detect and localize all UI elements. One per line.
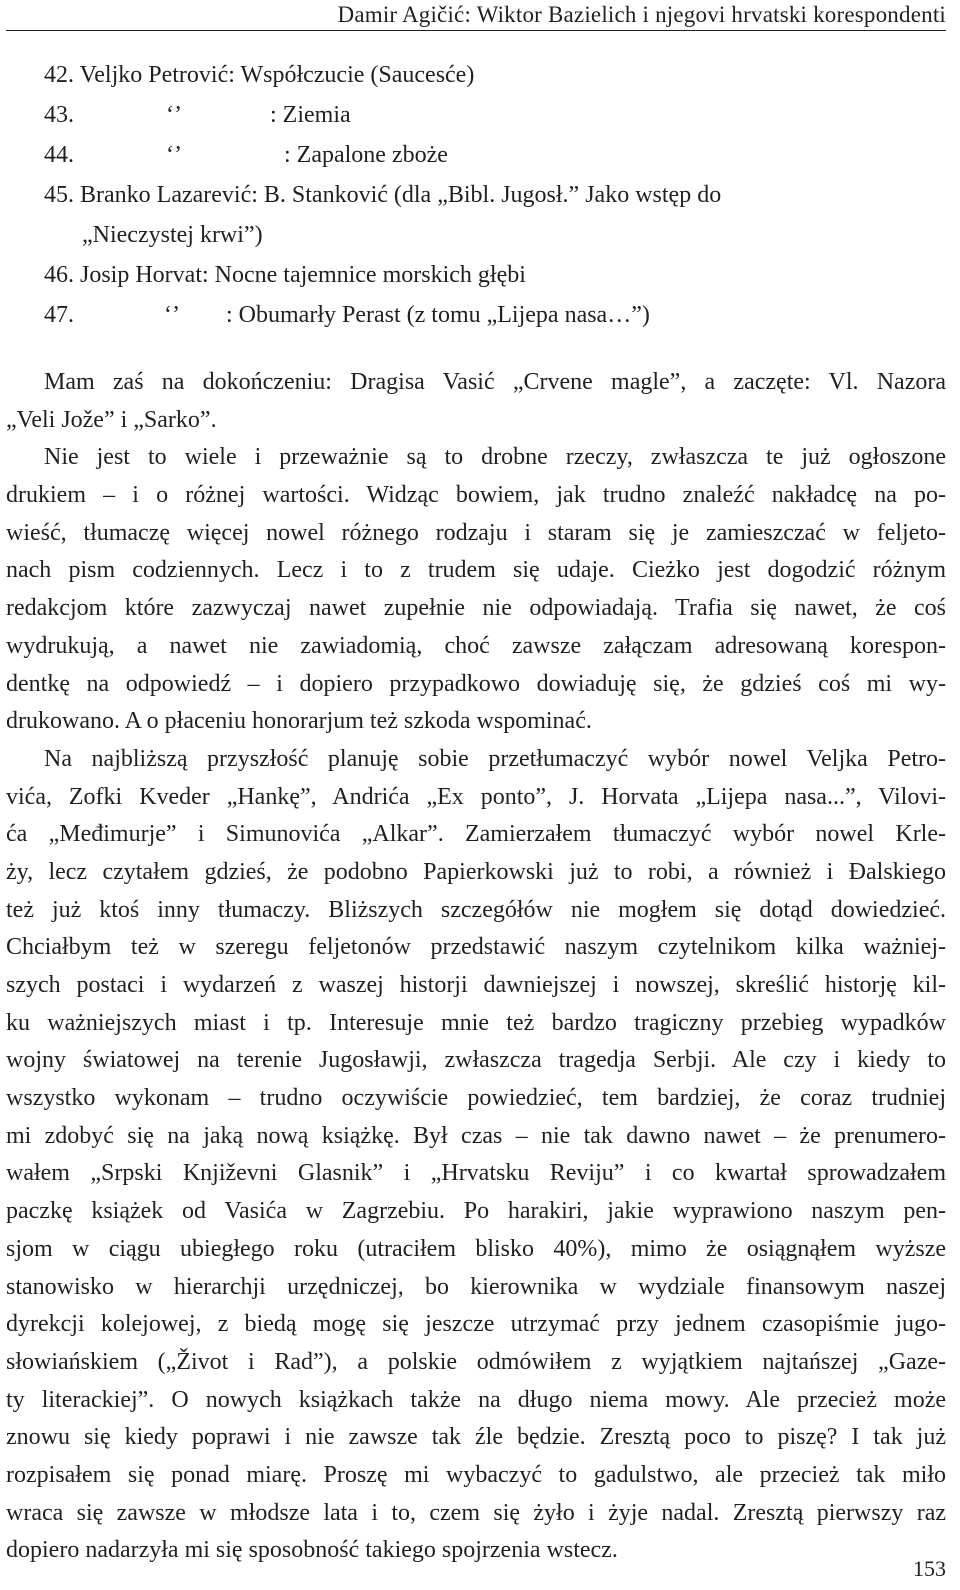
text-line: Mam zaś na dokończeniu: Dragisa Vasić „Crvene magle”, a zaczęte: Vl. Nazora	[44, 369, 946, 395]
text-line: dyrekcji kolejowej, z biedą mogę się jeszcze utrzymać przy jednem czasopiśmie jugo-	[6, 1311, 946, 1338]
text-line: wojny światowej na terenie Jugosławji, zwłaszcza tragedja Serbji. Ale czy i kiedy to	[6, 1047, 946, 1074]
text-line: wieść, tłumaczę więcej nowel różnego rodzaju i staram się je zamieszczać w feljeto-	[6, 519, 946, 546]
list-item-number: 42.	[44, 62, 74, 88]
text-line: też już ktoś inny tłumaczy. Bliższych szczegółów nie mogłem się dotąd dowiedzieć.	[6, 896, 946, 923]
text-line: wydrukują, a nawet nie zawiadomią, choć zawsze załączam adresowaną korespon-	[6, 632, 946, 659]
list-item-number: 47.	[44, 302, 74, 328]
text-line: wraca się zawsze w młodsze lata i to, czem się żyło i żyje nadal. Zresztą pierwszy raz	[6, 1499, 946, 1526]
list-item-text: : Obumarły Perast (z tomu „Lijepa nasa…”)	[226, 302, 650, 328]
header-rule	[6, 30, 946, 31]
list-item-continuation: „Nieczystej krwi”)	[82, 222, 263, 248]
text-line: Chciałbym też w szeregu feljetonów przedstawić naszym czytelnikom kilka ważniej-	[6, 934, 946, 961]
text-line: rozpisałem się ponad miarę. Proszę mi wybaczyć to gadulstwo, ale przecież tak miło	[6, 1461, 946, 1488]
body-text	[6, 364, 946, 1570]
list-item-number: 44.	[44, 142, 74, 168]
text-line: ća „Međimurje” i Simunovića „Alkar”. Zamierzałem tłumaczyć wybór nowel Krle-	[6, 821, 946, 848]
text-line: znowu się kiedy poprawi i nie zawsze tak źle będzie. Zresztą poco to piszę? I tak już	[6, 1424, 946, 1451]
list-item-number: 43.	[44, 102, 74, 128]
text-line: paczkę książek od Vasića w Zagrzebiu. Po harakiri, jakie wyprawiono naszym pen-	[6, 1198, 946, 1225]
ditto-mark: ‘’	[164, 302, 180, 328]
list-item	[44, 295, 944, 335]
text-line: „Veli Jože” i „Sarko”.	[6, 406, 217, 433]
text-line: dopiero nadarzyła mi się sposobność takiego spojrzenia wstecz.	[6, 1537, 618, 1564]
text-line: dentkę na odpowiedź – i dopiero przypadkowo dowiaduję się, że gdzieś coś mi wy-	[6, 670, 946, 697]
list-item-text: Branko Lazarević: B. Stanković (dla „Bibl. Jugosł.” Jako wstęp do	[80, 182, 722, 208]
text-line: ty literackiej”. O nowych książkach także na długo niema mowy. Ale przecież może	[6, 1386, 946, 1413]
ditto-mark: ‘’	[166, 142, 182, 168]
text-line: vića, Zofki Kveder „Hankę”, Andrića „Ex ponto”, J. Horvata „Lijepa nasa...”, Vilovi-	[6, 783, 946, 810]
text-line: sjom w ciągu ubiegłego roku (utraciłem blisko 40%), mimo że osiągnąłem wyższe	[6, 1235, 946, 1262]
text-line: drukowano. A o płaceniu honorarjum też szkoda wspominać.	[6, 708, 592, 735]
text-line: Nie jest to wiele i przeważnie są to drobne rzeczy, zwłaszcza te już ogłoszone	[44, 444, 946, 471]
translation-list	[44, 55, 944, 335]
list-item	[44, 175, 944, 255]
list-item-text: : Zapalone zboże	[284, 142, 448, 168]
list-item	[44, 55, 944, 95]
list-item-text: Veljko Petrović: Współczucie (Saucesće)	[79, 62, 475, 88]
text-line: redakcjom które zazwyczaj nawet zupełnie nie odpowiadają. Trafia się nawet, że coś	[6, 595, 946, 622]
list-item-number: 45.	[44, 182, 74, 208]
text-line: ku ważniejszych miast i tp. Interesuje mnie też bardzo tragiczny przebieg wypadków	[6, 1009, 946, 1036]
running-header: Damir Agičić: Wiktor Bazielich i njegovi hrvatski korespondenti	[337, 2, 946, 27]
ditto-mark: ‘’	[166, 102, 182, 128]
text-line: Na najbliższą przyszłość planuję sobie przetłumaczyć wybór nowel Veljka Petro-	[44, 745, 946, 772]
text-line: słowiańskiem („Život i Rad”), a polskie odmówiłem z wyjątkiem najtańszej „Gaze-	[6, 1348, 946, 1375]
list-item-number: 46.	[44, 262, 74, 288]
list-item-text: Josip Horvat: Nocne tajemnice morskich głębi	[80, 262, 526, 288]
list-item	[44, 255, 944, 295]
text-line: wszystko wykonam – trudno oczywiście powiedzieć, tem bardziej, że coraz trudniej	[6, 1085, 946, 1112]
text-line: wałem „Srpski Književni Glasnik” i „Hrvatsku Reviju” i co kwartał sprowadzałem	[6, 1160, 946, 1187]
text-line: mi zdobyć się na jaką nową książkę. Był czas – nie tak dawno nawet – że prenumero-	[6, 1122, 946, 1149]
text-line: szych postaci i wydarzeń z waszej historji dawniejszej i nowszej, skreślić historję kil-	[6, 972, 946, 998]
page-number: 153	[913, 1556, 946, 1581]
list-item	[44, 95, 944, 135]
list-item	[44, 135, 944, 175]
list-item-text: : Ziemia	[270, 102, 351, 128]
text-line: ży, lecz czytałem gdzieś, że podobno Papierkowski już to robi, a również i Đalskiego	[6, 858, 946, 885]
text-line: drukiem – i o różnej wartości. Widząc bowiem, jak trudno znaleźć nakładcę na po-	[6, 482, 946, 509]
text-line: stanowisko w hierarchji urzędniczej, bo kierownika w wydziale finansowym naszej	[6, 1273, 946, 1300]
text-line: nach pism codziennych. Lecz i to z trudem się udaje. Cieżko jest dogodzić różnym	[6, 557, 946, 584]
